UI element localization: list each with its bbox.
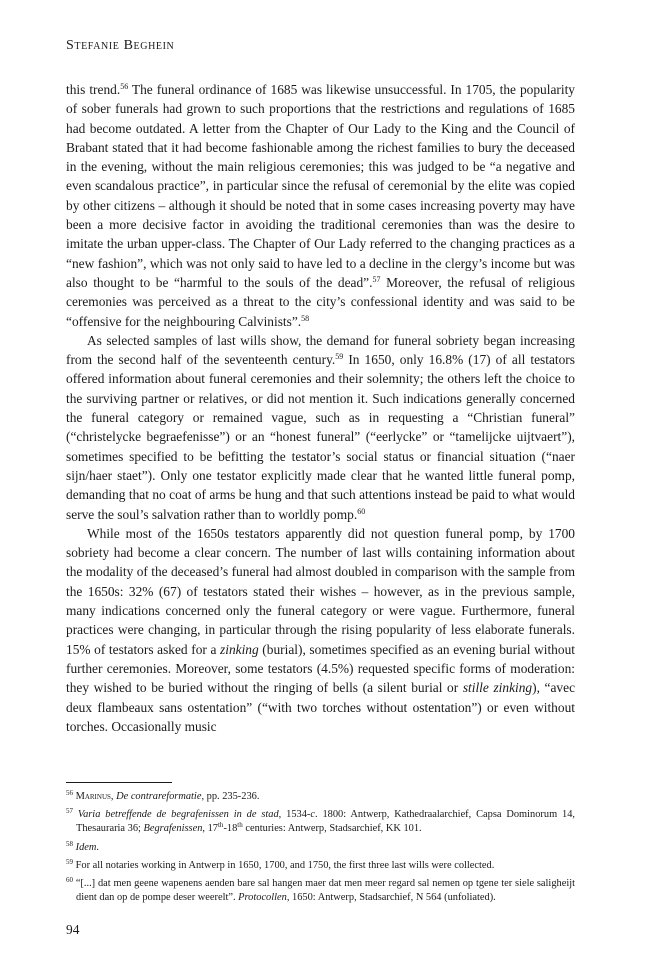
note-ref: th <box>217 821 224 830</box>
text-run: ), “avec deux flambeaux sans ostentation” (“with two torches without ostentation”) or even without torches. Occasionally music <box>66 680 576 734</box>
text-run: . 1800: Antwerp, Kathedraalarchief, Capsa Dominorum 14, Thesauraria 36; <box>76 809 575 835</box>
text-run: . <box>96 841 99 853</box>
text-run: While most of the 1650s testators apparently did not question funeral pomp, by 1700 sobriety had become a clear concern. The number of last wills containing information about the modality of the deceased’s funeral had almost doubled in comparison with the sample from the 1650s: 32% (67) of testators stated their wishes – however, as in the previous sample, many indications concerned only the funeral category or were vague. Furthermore, funeral practices were changing, in particular through the rising popularity of less elaborate funerals. 15% of testators asked for a <box>66 525 575 657</box>
footnote-57 <box>66 808 575 836</box>
paragraph-1 <box>66 80 575 331</box>
text-run: , pp. 235-236. <box>201 791 260 802</box>
text-run: , <box>110 791 117 802</box>
note-ref: 57 <box>66 807 73 816</box>
note-ref: 58 <box>301 313 310 323</box>
paragraph-2 <box>66 331 575 524</box>
text-run: , 17 <box>202 823 218 835</box>
footnote-rule <box>66 782 172 783</box>
footnote-59 <box>66 859 575 873</box>
italic-text: stille zinking <box>462 680 533 696</box>
footnote-58 <box>66 841 575 855</box>
italic-text: De contrareformatie <box>116 791 202 802</box>
text-run: “[...] dat men geene wapenens aenden bare sal hangen maer dat men meer regard sal nemen op tgene ter siele saligheijt dient dan op de pompe deser weerelt”. <box>73 878 575 904</box>
italic-text: c <box>310 809 315 821</box>
note-ref: 59 <box>66 857 73 866</box>
note-ref: 57 <box>372 274 381 284</box>
text-run: this trend. <box>66 82 121 97</box>
author-name: Marinus <box>73 791 111 802</box>
text-run: As selected samples of last wills show, the demand for funeral sobriety began increasing from the second half of the seventeenth century. <box>66 332 575 368</box>
italic-text: Begrafenissen <box>143 823 203 835</box>
text-run: For all notaries working in Antwerp in 1650, 1700, and 1750, the first three last wills were collected. <box>73 859 495 871</box>
running-head: Stefanie Beghein <box>66 38 175 53</box>
text-run: The funeral ordinance of 1685 was likewise unsuccessful. In 1705, the popularity of sober funerals had grown to such proportions that the restrictions and regulations of 1685 had become outdated. A letter from the Chapter of Our Lady to the King and the Council of Brabant stated that it had become fashionable among the richest families to bury the deceased in the evening, without the main religious ceremonies; this was judged to be “a negative and even scandalous practice”, in particular since the refusal of ceremonial by the elite was copied by other citizens – although it should be noted that in some cases increasing poverty may have been a more decisive factor in avoiding the traditional ceremonies than was the desire to imitate the urban upper-class. The Chapter of Our Lady referred to the changing practices as a “new fashion”, which was not only said to have led to a decline in the clergy’s income but was also thought to be “harmful to the souls of the dead”. <box>66 82 575 290</box>
note-ref: 60 <box>357 506 366 516</box>
text-run: , 1650: Antwerp, Stadsarchief, N 564 (unfoliated). <box>286 892 496 904</box>
paragraph-3 <box>66 524 575 736</box>
italic-text: Idem <box>75 841 97 853</box>
note-ref: 60 <box>66 876 73 885</box>
text-run: Moreover, the refusal of religious ceremonies was perceived as a threat to the city’s confessional identity and was said to be “offensive for the neighbouring Calvinists”. <box>66 274 576 329</box>
note-ref: th <box>237 821 243 830</box>
page-number: 94 <box>66 922 80 937</box>
italic-text: zinking <box>220 641 259 657</box>
text-run: centuries: Antwerp, Stadsarchief, KK 101. <box>242 823 422 835</box>
note-ref: 59 <box>335 352 344 362</box>
text-run: In 1650, only 16.8% (17) of all testators offered information about funeral ceremonies and their solemnity; the others left the choice to the surviving partner or relatives, or did not mention it. Such indications generally concerned the funeral category or remained vague, such as in requesting a “Christian funeral” (“christelycke begraefenisse”) or an “honest funeral” (“eerlycke” or “tamelijcke uijtvaert”), sometimes specified to be befitting the testator’s social status or financial situation (“naer sijn/haer staet”). Only one testator explicitly made clear that he wanted little funeral pomp, demanding that no coat of arms be hung and that such attentions instead be paid to what would serve the soul’s salvation rather than to worldly pomp. <box>66 352 575 522</box>
text-run: (burial), sometimes specified as an evening burial without further ceremonies. Moreover, some testators (4.5%) requested specific forms of moderation: they wished to be buried without the ringing of bells (a silent burial or <box>66 641 575 696</box>
footnotes <box>66 790 575 909</box>
note-ref: 56 <box>120 82 129 91</box>
note-ref: 58 <box>66 839 73 848</box>
note-ref: 56 <box>66 789 73 797</box>
italic-text: Protocollen <box>238 892 287 904</box>
footnote-56 <box>66 790 575 804</box>
body-text <box>66 80 575 736</box>
italic-text: Varia betreffende de begrafenissen in de stad <box>77 809 279 821</box>
text-run: -18 <box>223 823 238 835</box>
footnote-60 <box>66 877 575 905</box>
text-run: , 1534- <box>278 809 311 821</box>
